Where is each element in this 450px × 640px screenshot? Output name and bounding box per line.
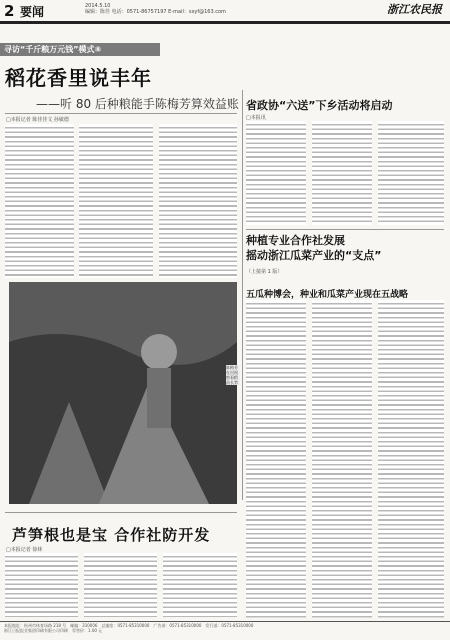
header-rule xyxy=(0,21,450,24)
lead-subheadline: ——听 80 后种粮能手陈梅芳算效益账 xyxy=(36,97,239,111)
right-story2-headline-a: 种植专业合作社发展 xyxy=(246,234,345,247)
lead-byline: □本报记者 陈佳佳文 孙敏德 xyxy=(6,117,69,123)
bottom-story-headline: 芦笋根也是宝 合作社防开发 xyxy=(12,526,211,544)
bottom-story-column-3 xyxy=(163,553,237,617)
footer-line-1: 本报地址：杭州市体育场路 218 号 邮编：310006 总编室：0571-85310000 广告部：0571-85310000 发行部：0571-85310000 xyxy=(4,623,254,628)
right-story2-headline-b: 摇动浙江瓜菜产业的“支点” xyxy=(246,249,382,262)
paper-title: 浙江农民报 xyxy=(387,3,442,16)
right-story2-subhead: 五瓜种博会，种业和瓜菜产业现在五战略 xyxy=(246,290,409,300)
right-story-byline: □本报讯 xyxy=(246,115,266,121)
right-divider xyxy=(246,229,444,230)
right-story2-byline: （上接第 1 版） xyxy=(246,269,283,275)
bottom-story-column-2 xyxy=(84,553,157,617)
bottom-story-column-1 xyxy=(5,553,78,617)
lead-headline: 稻花香里说丰年 xyxy=(5,66,152,90)
right-story2-column-3 xyxy=(378,300,444,618)
photo-caption: 陈梅芳在田间察看稻苗长势 xyxy=(226,365,238,385)
footer-line-2: 浙江日报报业集团印刷有限公司印刷 零售价：1.00 元 xyxy=(4,628,103,633)
date-line: 2014.5.10 xyxy=(85,3,111,9)
column-divider xyxy=(242,90,243,500)
section-banner: 寻访“千斤粮万元钱”模式⑧ xyxy=(0,43,160,56)
lead-body-column-2 xyxy=(79,124,153,278)
right-story-headline: 省政协“六送”下乡活动将启动 xyxy=(246,99,393,112)
rice-field-photo-graphic xyxy=(9,282,237,504)
page-footer xyxy=(0,621,450,640)
lead-body-column-3 xyxy=(159,124,237,278)
bottom-story-byline: □本报记者 徐林 xyxy=(6,547,43,553)
right-story-column-1 xyxy=(246,121,306,225)
right-story-column-2 xyxy=(312,121,372,225)
right-story-column-3 xyxy=(378,121,444,225)
lead-body-column-1 xyxy=(5,124,74,278)
right-story2-column-1 xyxy=(246,300,306,618)
masthead-meta xyxy=(85,3,226,15)
lead-divider xyxy=(5,113,237,114)
editor-line: 编辑：陈佳 电话：0571-86757197 E-mail：sxyf@163.com xyxy=(85,9,226,15)
lead-photo xyxy=(9,282,237,504)
page-number: 2 xyxy=(4,2,15,20)
bottom-divider xyxy=(5,512,237,513)
right-story2-column-2 xyxy=(312,300,372,618)
page-section-name: 要闻 xyxy=(20,5,45,19)
